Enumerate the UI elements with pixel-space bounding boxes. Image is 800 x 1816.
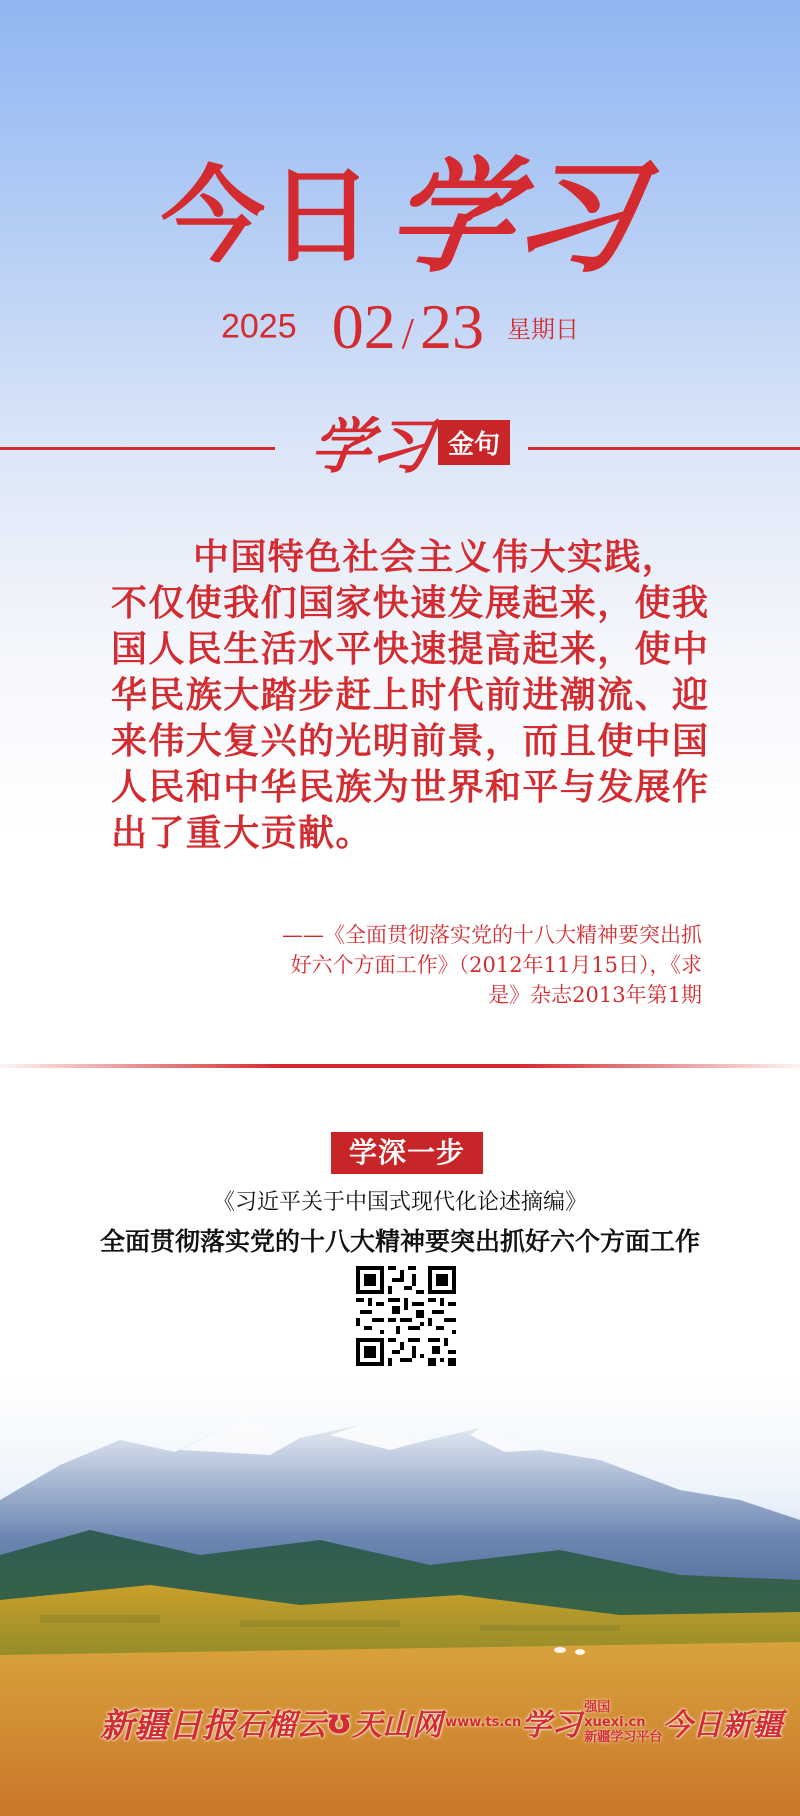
section-rule-right bbox=[528, 447, 800, 450]
date-day: 23 bbox=[419, 291, 484, 362]
date-year: 2025 bbox=[220, 307, 297, 346]
logo-xinjiang-daily[interactable]: 新疆日报 bbox=[100, 1705, 236, 1746]
logo-xuexi-sub-1: 强国 bbox=[584, 1699, 611, 1715]
date-separator: / bbox=[401, 309, 414, 358]
logo-today-xinjiang[interactable]: 今日新疆 bbox=[662, 1708, 783, 1743]
logo-shiliuyun[interactable]: 石榴云 bbox=[236, 1708, 326, 1743]
date-weekday: 星期日 bbox=[507, 315, 580, 344]
logo-xuexi-sub-3: 新疆学习平台 bbox=[584, 1729, 663, 1745]
quote-heading bbox=[306, 404, 510, 482]
date-month: 02 bbox=[331, 291, 396, 362]
logo-tianshan-sub bbox=[445, 1715, 521, 1730]
logo-xuexi-sub-2: xuexi.cn bbox=[584, 1714, 646, 1730]
logo-tianshan-url: www.ts.cn bbox=[445, 1714, 522, 1730]
quote-heading-tag: 金句 bbox=[438, 420, 510, 465]
date-line bbox=[0, 290, 800, 364]
tianshan-mark-icon: ʊ bbox=[326, 1702, 353, 1742]
brand-title bbox=[0, 118, 800, 296]
logo-tianshan-net[interactable] bbox=[326, 1700, 521, 1744]
brand-title-calligraphy: 学习 bbox=[379, 145, 648, 290]
date-month-day bbox=[332, 291, 484, 362]
brand-title-left: 今日 bbox=[160, 155, 377, 277]
logo-tianshan-name: 天山网 bbox=[352, 1708, 443, 1743]
mountain-landscape-image bbox=[0, 1380, 800, 1816]
divider bbox=[0, 1064, 800, 1068]
quote-source: ——《全面贯彻落实党的十八大精神要突出抓好六个方面工作》（2012年11月15日），《求是》杂志2013年第1期 bbox=[282, 923, 702, 1007]
qr-code[interactable] bbox=[356, 1266, 456, 1366]
partner-logos bbox=[100, 1695, 783, 1749]
logo-xuexi-qiangguo[interactable] bbox=[521, 1700, 662, 1745]
article-title: 全面贯彻落实党的十八大精神要突出抓好六个方面工作 bbox=[99, 1227, 700, 1256]
section-rule-left bbox=[0, 447, 275, 450]
logo-xuexi-sub bbox=[584, 1700, 662, 1745]
book-title: 《习近平关于中国式现代化论述摘编》 bbox=[212, 1190, 587, 1215]
quote-heading-logo: 学习 bbox=[306, 412, 437, 482]
quote-text: 中国特色社会主义伟大实践，不仅使我们国家快速发展起来，使我国人民生活水平快速提高起来，使中华民族大踏步赶上时代前进潮流、迎来伟大复兴的光明前景，而且使中国人民和中华民族为世界和平与发展作出了重大贡献。 bbox=[111, 537, 710, 854]
deeper-tag: 学深一步 bbox=[331, 1132, 483, 1174]
logo-xuexi-name: 学习 bbox=[521, 1708, 582, 1743]
